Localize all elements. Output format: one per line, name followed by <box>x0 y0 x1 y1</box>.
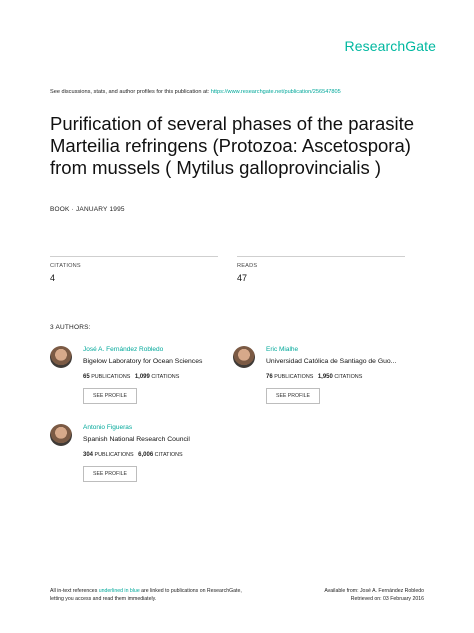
discussion-text: See discussions, stats, and author profiles for this publication at: <box>50 89 210 95</box>
author-name[interactable]: Eric Mialhe <box>266 346 299 353</box>
author-citations-count: 1,950 <box>317 374 333 380</box>
see-profile-button[interactable]: SEE PROFILE <box>83 466 137 482</box>
author-name[interactable]: José A. Fernández Robledo <box>83 346 164 353</box>
citations-value: 4 <box>50 273 56 283</box>
paper-meta: BOOK · JANUARY 1995 <box>50 206 125 213</box>
publications-label: PUBLICATIONS <box>91 374 131 380</box>
author-stats <box>83 452 183 458</box>
footer-note <box>50 588 242 603</box>
reads-stat <box>237 256 405 283</box>
publication-link[interactable]: https://www.researchgate.net/publication/256547805 <box>210 89 341 95</box>
publications-label: PUBLICATIONS <box>94 452 134 458</box>
citations-label: CITATIONS <box>151 374 180 380</box>
reads-label: READS <box>237 263 258 269</box>
avatar[interactable] <box>233 346 255 368</box>
author-citations-count: 1,099 <box>134 374 150 380</box>
avatar[interactable] <box>50 346 72 368</box>
paper-title: Purification of several phases of the parasite Marteilia refringens (Protozoa: Ascetospora) from mussels ( Mytilus galloprovincialis ) <box>50 113 415 178</box>
publications-label: PUBLICATIONS <box>274 374 314 380</box>
citations-stat <box>50 256 218 283</box>
footer-text-end: are linked to publications on ResearchGate, <box>141 588 242 594</box>
reads-value: 47 <box>237 273 248 283</box>
author-institution: Bigelow Laboratory for Ocean Sciences <box>83 358 203 365</box>
citations-label: CITATIONS <box>50 263 81 269</box>
avatar[interactable] <box>50 424 72 446</box>
author-citations-count: 6,006 <box>138 452 154 458</box>
author-stats <box>83 374 179 380</box>
available-from: Available from: José A. Fernández Robledo <box>324 588 424 594</box>
author-institution: Universidad Católica de Santiago de Guo... <box>266 358 397 365</box>
citations-label: CITATIONS <box>154 452 183 458</box>
see-profile-button[interactable]: SEE PROFILE <box>83 388 137 404</box>
see-profile-button[interactable]: SEE PROFILE <box>266 388 320 404</box>
citations-label: CITATIONS <box>334 374 363 380</box>
author-publications-count: 304 <box>83 452 94 458</box>
underlined-link[interactable]: underlined in blue <box>98 588 140 594</box>
retrieved-on: Retrieved on: 03 February 2016 <box>350 595 424 602</box>
footer-text-start: All in-text references <box>50 588 98 594</box>
author-name[interactable]: Antonio Figueras <box>83 424 133 431</box>
footer-text-line2: letting you access and read them immediately. <box>50 595 157 602</box>
author-stats <box>266 374 362 380</box>
researchgate-logo[interactable]: ResearchGate <box>344 38 436 54</box>
discussion-note <box>50 89 341 95</box>
author-institution: Spanish National Research Council <box>83 436 190 443</box>
author-publications-count: 76 <box>266 374 273 380</box>
author-publications-count: 65 <box>83 374 90 380</box>
footer-availability <box>324 588 424 603</box>
authors-heading: 3 AUTHORS: <box>50 324 91 331</box>
